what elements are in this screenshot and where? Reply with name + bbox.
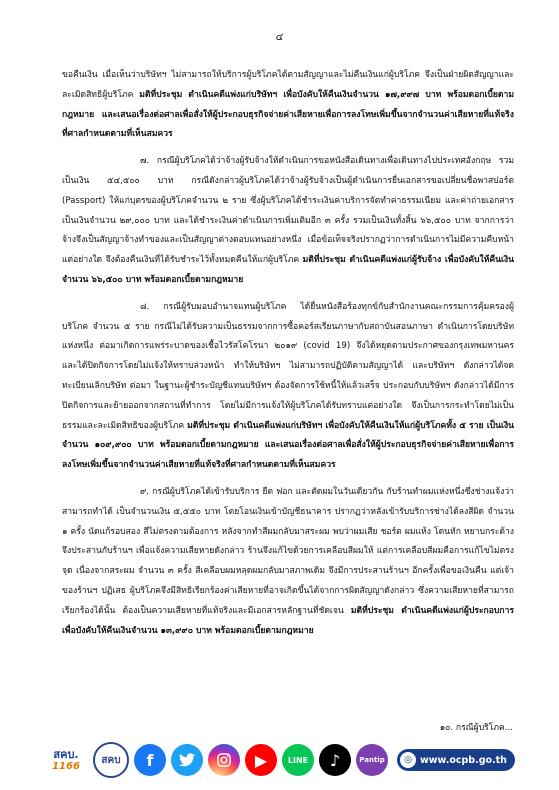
resolution-text: มติที่ประชุม ดำเนินคดีแพ่งแก่บริษัทฯ เพื่อบังคับให้คืนเงินจำนวน ๑๗,๙๙๗ บาท พร้อมดอกเบี้ยตามกฎหมาย และเสนอเรื่องต่อศาลเพื่อสั่งให้ผู้ประกอบธุรกิจจ่ายค่าเสียหายเพื่อการลงโทษเพิ่มขึ้นจากจำนวนค่าเสียหายที่แท้จริงที่ศาลกำหนดตามที่เห็นสมควร	[62, 89, 514, 140]
paragraph-6-continued	[62, 66, 514, 145]
paragraph-text: ขอคืนเงิน เมื่อเห็นว่าบริษัทฯ ไม่สามารถให้บริการผู้บริโภคได้ตามสัญญาและไม่คืนเงินแก่ผู้บริโภค จึงเป็นฝ่ายผิดสัญญาและละเมิดสิทธิผู้บริโภค	[62, 70, 514, 100]
paragraph-8	[62, 298, 514, 476]
paragraph-text: ๙. กรณีผู้บริโภคได้เข้ารับบริการ ยืด ฟอก และตัดผมในวันเดียวกัน กับร้านทำผมแห่งหนึ่งซึ่งช่างแจ้งว่าสามารถทำได้ เป็นจำนวนเงิน ๕,๕๕๐ บาท โดยโอนเงินเข้าบัญชีธนาคาร ปรากฏว่าหลังเข้ารับบริการช่างได้ลงสีผิด จำนวน ๑ ครั้ง นัดแก้รอบสอง สีไม่ตรงตามต้องการ หลังจากทำสีผมกลับมาสระผม พบว่าผมเสีย ชอร์ต ผมแห้ง โดนหัก หยาบกระด้าง จึงประสานกับร้านฯ เพื่อแจ้งความเสียหายดังกล่าว ร้านจึงแก้ไขด้วยการเคลือบสีผมให้ แต่การเคลือบสีผมคือการแก้ไขไม่ตรงจุด เนื่องจากสระผม จำนวน ๓ ครั้ง สีเคลือบผมหลุดผมกลับมาสภาพเดิม จึงมีการประสานร้านฯ อีกครั้งเพื่อขอเงินคืน แต่เจ้าของร้านฯ ปฏิเสธ ผู้บริโภคจึงมีสิทธิเรียกร้องค่าเสียหายที่อาจเกิดขึ้นได้จากการผิดสัญญาดังกล่าว ซึ่งความเสียหายที่สามารถเรียกร้องได้นั้น ต้องเป็นความเสียหายที่แท้จริงและมีเอกสารหลักฐานที่ชัดเจน	[62, 486, 514, 616]
paragraph-text: ๘. กรณีผู้รับมอบอำนาจแทนผู้บริโภค ได้ยื่นหนังสือร้องทุกข์กับสำนักงานคณะกรรมการคุ้มครองผู้บริโภค จำนวน ๕ ราย กรณีไม่ได้รับความเป็นธรรมจากการซื้อคอร์สเรียนภาษากับสถาบันสอนภาษา ดำเนินการโดยบริษัทแห่งหนึ่ง ต่อมาเกิดการแพร่ระบาดของเชื้อไวรัสโคโรนา ๒๐๑๙ (covid 19) จึงได้หยุดตามประกาศของกรุงเทพมหานคร และได้ปิดกิจการโดยไม่แจ้งให้ทราบล่วงหน้า ทำให้บริษัทฯ ไม่สามารถปฏิบัติตามสัญญาได้ และบริษัทฯ ดังกล่าวได้จดทะเบียนเลิกบริษัท ต่อมา ในฐานะผู้ชำระบัญชีแทนบริษัทฯ ต้องจัดการใช้หนี้ให้แล้วเสร็จ ประกอบกับบริษัทฯ ดังกล่าวได้มีการปิดกิจการและย้ายออกจากสถานที่ทำการ โดยไม่มีการแจ้งให้ผู้บริโภคได้รับทราบแต่อย่างใด จึงเป็นการกระทำโดยไม่เป็นธรรมและละเมิดสิทธิของผู้บริโภค	[62, 301, 514, 431]
tiktok-icon[interactable]: ♪	[319, 744, 351, 776]
ocpb-logo	[44, 744, 88, 776]
paragraph-9	[62, 483, 514, 641]
instagram-icon[interactable]	[208, 744, 240, 776]
resolution-text: มติที่ประชุม ดำเนินคดีแพ่งแก่ผู้รับจ้าง เพื่อบังคับให้คืนเงินจำนวน ๖๖,๕๐๐ บาท พร้อมดอกเบี้ยตามกฎหมาย	[62, 255, 514, 285]
footer-social-bar	[44, 742, 538, 778]
website-url: www.ocpb.go.th	[420, 754, 507, 766]
document-body	[62, 66, 514, 641]
paragraph-7	[62, 152, 514, 291]
website-link[interactable]	[397, 749, 515, 771]
logo-line1: สคบ.	[53, 747, 79, 761]
paragraph-text: ๗. กรณีผู้บริโภคได้ว่าจ้างผู้รับจ้างให้ดำเนินการขอหนังสือเดินทางเพื่อเดินทางไปประเทศอังกฤษ รวมเป็นเงิน ๕๔,๕๐๐ บาท กรณีดังกล่าวผู้บริโภคได้ว่าจ้างผู้รับจ้างเป็นผู้ดำเนินการยื่นเอกสารขอเปลี่ยนชื่อพาสปอร์ต (Passport) ให้แก่บุตรของผู้บริโภคจำนวน ๒ ราย ซึ่งผู้บริโภคได้ชำระเงินค่าบริการจัดทำค่าธรรมเนียม และค่าถ่ายเอกสาร เป็นเงินจำนวน ๒๙,๐๐๐ บาท และได้ชำระเงินค่าดำเนินการเพิ่มเติมอีก ๓ ครั้ง รวมเป็นเงินทั้งสิ้น ๖๖,๕๐๐ บาท จากการว่าจ้างจึงเป็นสัญญาจ้างทำของและเป็นสัญญาต่างตอบแทนอย่างหนึ่ง เมื่อข้อเท็จจริงปรากฏว่าการดำเนินการไม่มีความคืบหน้าแต่อย่างใด จึงต้องคืนเงินที่ได้รับชำระไว้ทั้งหมดคืนให้แก่ผู้บริโภค	[62, 156, 514, 266]
logo-hotline: 1166	[52, 760, 80, 772]
globe-icon: ◎	[400, 752, 416, 768]
resolution-text: มติที่ประชุม ดำเนินคดีแพ่งแก่ผู้ประกอบการ เพื่อบังคับให้คืนเงินจำนวน ๑๓,๙๙๐ บาท พร้อมดอกเบี้ยตามกฎหมาย	[62, 605, 515, 636]
pantip-icon[interactable]: Pantip	[356, 744, 388, 776]
youtube-icon[interactable]: ▶	[245, 744, 277, 776]
line-icon[interactable]: LINE	[282, 744, 314, 776]
ocpb-seal-icon[interactable]: สคบ	[93, 742, 129, 778]
resolution-text: มติที่ประชุม ดำเนินคดีแพ่งแก่บริษัทฯ เพื่อบังคับให้คืนเงินให้แก่ผู้บริโภคทั้ง ๕ ราย เป็นเงินจำนวน ๑๐๙,๙๐๐ บาท พร้อมดอกเบี้ยตามกฎหมาย และเสนอเรื่องต่อศาลเพื่อสั่งให้ผู้ประกอบธุรกิจจ่ายค่าเสียหายเพื่อการลงโทษเพิ่มขึ้นจากจำนวนค่าเสียหายที่แท้จริงที่ศาลกำหนดตามที่เห็นสมควร	[62, 420, 515, 471]
page-number: ๔	[275, 32, 284, 43]
twitter-icon[interactable]	[171, 744, 203, 776]
facebook-icon[interactable]: f	[134, 744, 166, 776]
continuation-text: ๑๐. กรณีผู้บริโภค...	[439, 723, 513, 733]
